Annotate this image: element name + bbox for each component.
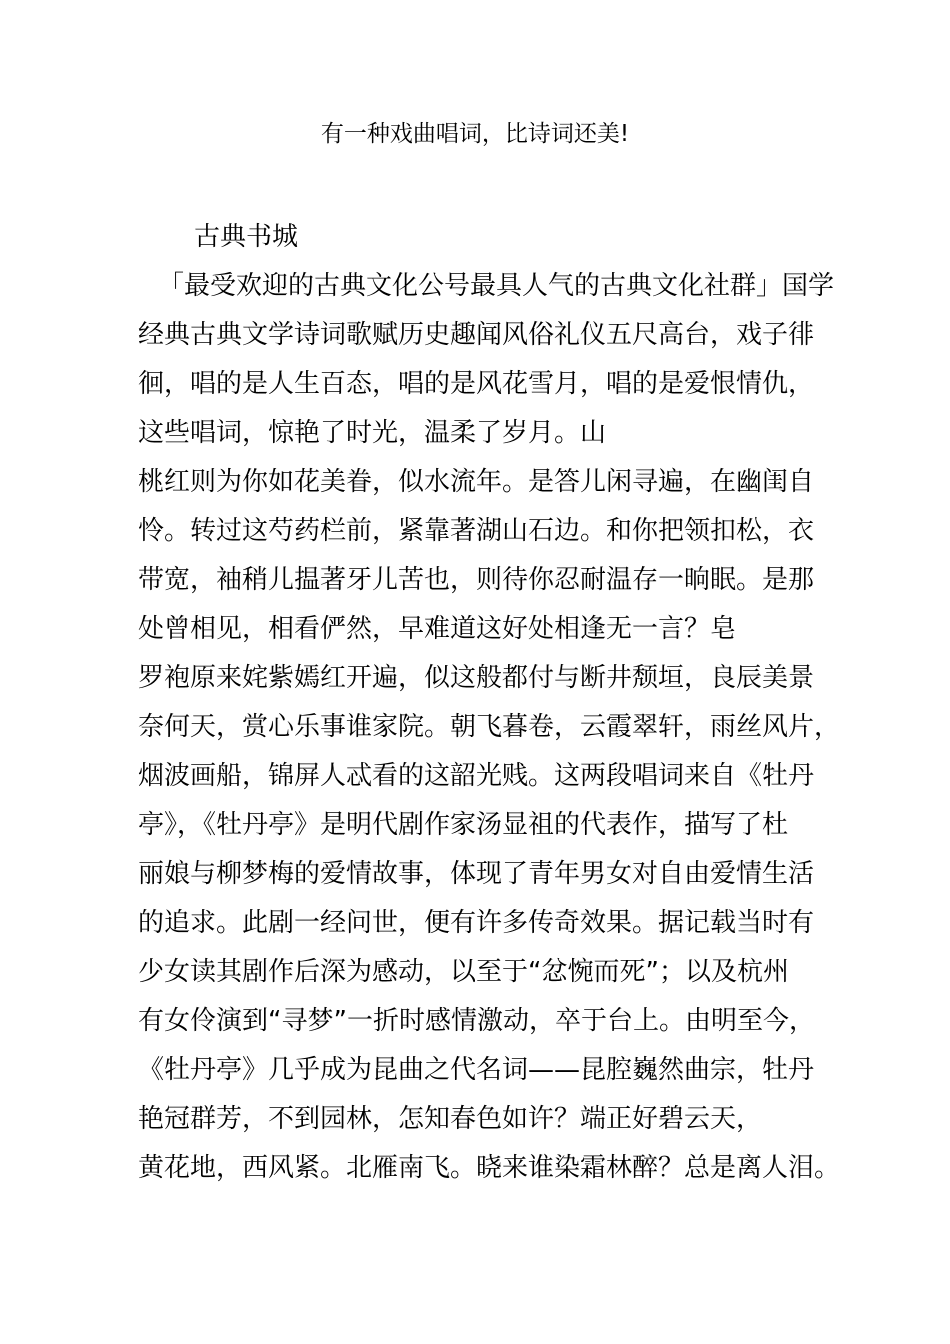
body-line: 的追求。此剧一经问世，便有许多传奇效果。据记载当时有: [138, 908, 815, 938]
body-line: 带宽，袖稍儿揾著牙儿苦也，则待你忍耐温存一晌眠。是那: [138, 565, 815, 595]
body-line: 「最受欢迎的古典文化公号最具人气的古典文化社群」国学: [158, 271, 835, 301]
body-line: 黄花地，西风紧。北雁南飞。晓来谁染霜林醉？总是离人泪。: [138, 1153, 841, 1183]
body-line: 经典古典文学诗词歌赋历史趣闻风俗礼仪五尺高台，戏子徘: [138, 320, 815, 350]
body-line: 罗袍原来姹紫嫣红开遍，似这般都付与断井颓垣，良辰美景: [138, 663, 815, 693]
body-line: 艳冠群芳，不到园林，怎知春色如许？端正好碧云天，: [138, 1104, 763, 1134]
body-line: 烟波画船，锦屏人忒看的这韶光贱。这两段唱词来自《牡丹: [138, 761, 815, 791]
body-line: 亭》，《牡丹亭》是明代剧作家汤显祖的代表作，描写了杜: [138, 810, 789, 840]
body-line: 少女读其剧作后深为感动，以至于“忿惋而死”；以及杭州: [138, 957, 789, 987]
body-line: 这些唱词，惊艳了时光，温柔了岁月。山: [138, 418, 607, 448]
body-line: 有女伶演到“寻梦”一折时感情激动，卒于台上。由明至今，: [138, 1006, 815, 1036]
body-line: 处曾相见，相看俨然，早难道这好处相逢无一言？皂: [138, 614, 737, 644]
document-title: 有一种戏曲唱词，比诗词还美!: [320, 121, 630, 147]
document-body: [138, 213, 841, 1193]
body-line: 桃红则为你如花美眷，似水流年。是答儿闲寻遍，在幽闺自: [138, 467, 815, 497]
body-line: 丽娘与柳梦梅的爱情故事，体现了青年男女对自由爱情生活: [138, 859, 815, 889]
body-line: 怜。转过这芍药栏前，紧靠著湖山石边。和你把领扣松，衣: [138, 516, 815, 546]
author-line: 古典书城: [194, 222, 299, 252]
body-line: 奈何天，赏心乐事谁家院。朝飞暮卷，云霞翠轩，雨丝风片，: [138, 712, 841, 742]
body-line: 徊，唱的是人生百态，唱的是风花雪月，唱的是爱恨情仇，: [138, 369, 815, 399]
body-line: 《牡丹亭》几乎成为昆曲之代名词——昆腔巍然曲宗，牡丹: [138, 1055, 815, 1085]
